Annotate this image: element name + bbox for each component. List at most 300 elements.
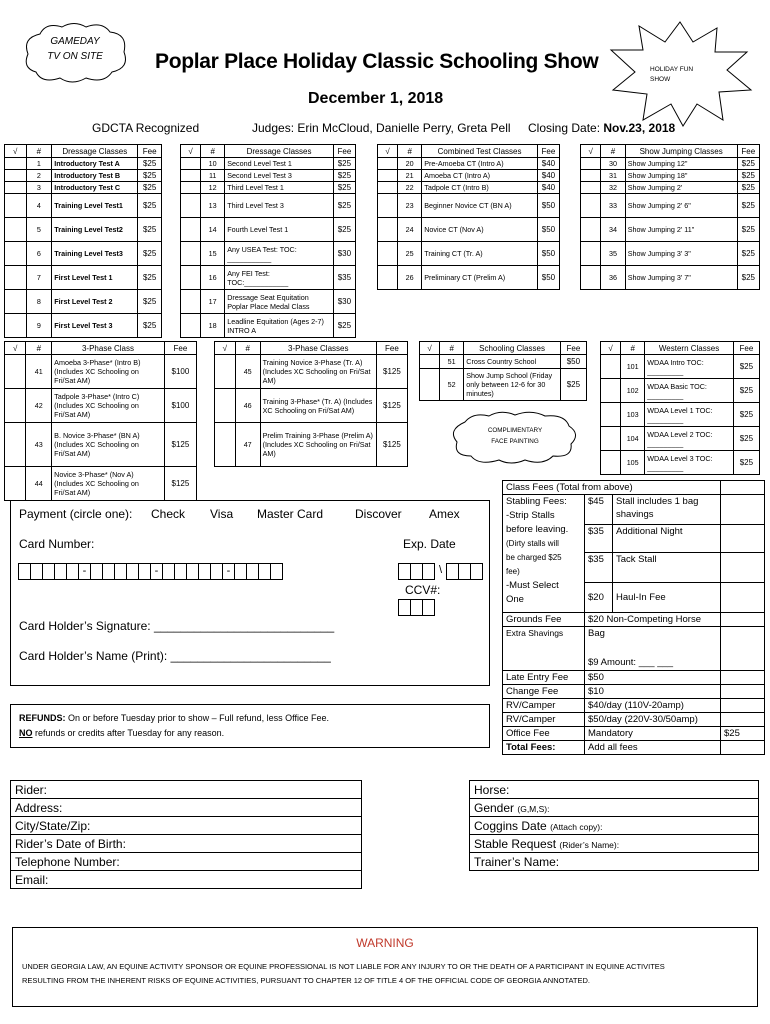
class-number: 11 xyxy=(201,170,225,182)
class-fee: $100 xyxy=(164,389,196,423)
table-row xyxy=(5,182,162,194)
class-name: Show Jumping 12" xyxy=(625,158,737,170)
rv-tot-1[interactable] xyxy=(721,699,765,713)
class-name: Third Level Test 3 xyxy=(225,194,334,218)
grounds-val: $20 Non-Competing Horse xyxy=(585,613,721,627)
class-name: Show Jumping 18" xyxy=(625,170,737,182)
class-number: 4 xyxy=(26,194,52,218)
class-fee: $25 xyxy=(138,182,162,194)
face-line1: COMPLIMENTARY xyxy=(487,427,543,434)
checkbox-cell[interactable] xyxy=(181,182,201,194)
class-number: 41 xyxy=(26,355,52,389)
class-name: Third Level Test 1 xyxy=(225,182,334,194)
haul-desc: Haul-In Fee xyxy=(613,583,721,613)
table-row xyxy=(5,355,197,389)
class-name: Introductory Test A xyxy=(52,158,138,170)
class-number: 51 xyxy=(440,355,464,369)
class-fee: $35 xyxy=(333,266,355,290)
gender-field[interactable] xyxy=(470,799,759,817)
exp-box[interactable] xyxy=(470,563,483,580)
class-name: WDAA Intro TOC: _________ xyxy=(645,355,734,379)
refunds-label: REFUNDS: xyxy=(19,713,66,723)
rider-field[interactable]: Rider: xyxy=(11,781,362,799)
combined-test-table xyxy=(377,144,560,290)
table-row xyxy=(378,218,560,242)
method-visa[interactable]: Visa xyxy=(210,507,234,521)
table-row xyxy=(581,158,760,170)
class-fee: $25 xyxy=(737,182,759,194)
class-fee: $25 xyxy=(138,242,162,266)
city-field[interactable]: City/State/Zip: xyxy=(11,817,362,835)
table-row xyxy=(5,194,162,218)
class-name: Any USEA Test: TOC: ___________ xyxy=(225,242,334,266)
grounds-label: Grounds Fee xyxy=(503,613,585,627)
class-name: WDAA Level 3 TOC: _________ xyxy=(645,451,734,475)
table-row xyxy=(181,290,356,314)
stabling-line: -Must Select xyxy=(506,580,559,591)
page-title: Poplar Place Holiday Classic Schooling Show xyxy=(155,50,599,73)
office-fee-tot: $25 xyxy=(721,727,765,741)
class-number: 45 xyxy=(235,355,260,389)
horse-field[interactable]: Horse: xyxy=(470,781,759,799)
class-number: 9 xyxy=(26,314,52,338)
col-title: Schooling Classes xyxy=(464,342,561,355)
face-painting-text xyxy=(470,425,560,447)
total-fees-cell[interactable] xyxy=(721,741,765,755)
change-fee-label: Change Fee xyxy=(503,685,585,699)
checkbox-cell[interactable] xyxy=(215,423,236,467)
class-fee: $125 xyxy=(376,389,407,423)
coggins-label: Coggins Date xyxy=(474,818,547,833)
class-fee: $125 xyxy=(376,355,407,389)
table-row xyxy=(5,218,162,242)
class-fee: $25 xyxy=(333,182,355,194)
stabling-info xyxy=(503,495,585,613)
class-name: Introductory Test C xyxy=(52,182,138,194)
change-fee-val: $10 xyxy=(585,685,721,699)
class-number: 15 xyxy=(201,242,225,266)
phone-field[interactable]: Telephone Number: xyxy=(11,853,362,871)
ccv-boxes[interactable] xyxy=(399,599,435,616)
class-number: 103 xyxy=(621,403,645,427)
col-title: Western Classes xyxy=(645,342,734,355)
table-row xyxy=(181,182,356,194)
table-row xyxy=(5,170,162,182)
class-number: 44 xyxy=(26,467,52,501)
checkbox-cell[interactable] xyxy=(601,379,621,403)
class-name: Training Novice 3-Phase (Tr. A) (Includes XC Schooling on Fri/Sat AM) xyxy=(260,355,376,389)
email-field[interactable]: Email: xyxy=(11,871,362,889)
address-field[interactable]: Address: xyxy=(11,799,362,817)
class-number: 42 xyxy=(26,389,52,423)
class-number: 26 xyxy=(398,266,422,290)
class-name: Any FEI Test: TOC:___________ xyxy=(225,266,334,290)
face-line2: FACE PAINTING xyxy=(491,438,539,445)
table-row xyxy=(5,242,162,266)
recognized-label: GDCTA Recognized xyxy=(92,121,200,135)
class-name: Tadpole CT (Intro B) xyxy=(422,182,538,194)
separator: - xyxy=(78,563,91,580)
class-fee: $50 xyxy=(537,242,559,266)
class-name: Training Level Test1 xyxy=(52,194,138,218)
class-number: 14 xyxy=(201,218,225,242)
class-number: 102 xyxy=(621,379,645,403)
checkbox-cell[interactable] xyxy=(181,314,201,338)
class-name: WDAA Level 1 TOC: _________ xyxy=(645,403,734,427)
class-number: 43 xyxy=(26,423,52,467)
gameday-line1: GAMEDAY xyxy=(50,36,100,47)
checkbox-cell[interactable] xyxy=(378,170,398,182)
late-entry-val: $50 xyxy=(585,671,721,685)
checkbox-cell[interactable] xyxy=(581,182,601,194)
trainer-field[interactable]: Trainer’s Name: xyxy=(470,853,759,871)
class-name: Novice 3-Phase* (Nov A) (Includes XC Schooling on Fri/Sat AM) xyxy=(52,467,165,501)
night-price: $35 xyxy=(585,525,613,553)
class-fee: $25 xyxy=(733,403,759,427)
checkbox-cell[interactable] xyxy=(215,355,236,389)
checkbox-cell[interactable] xyxy=(5,218,27,242)
class-name: Show Jump School (Friday only between 12-6 for 30 minutes) xyxy=(464,369,561,401)
table-row xyxy=(601,427,760,451)
class-fee: $25 xyxy=(733,379,759,403)
table-row xyxy=(5,389,197,423)
table-row xyxy=(181,170,356,182)
col-check: √ xyxy=(378,145,398,158)
checkbox-cell[interactable] xyxy=(601,451,621,475)
table-row xyxy=(581,194,760,218)
gender-label: Gender xyxy=(474,800,515,815)
stable-field[interactable] xyxy=(470,835,759,853)
checkbox-cell[interactable] xyxy=(378,242,398,266)
stabling-line: be charged $25 xyxy=(506,553,562,562)
fee-total-cell[interactable] xyxy=(721,583,765,613)
class-name: B. Novice 3-Phase* (BN A) (Includes XC Schooling on Fri/Sat AM) xyxy=(52,423,165,467)
checkbox-cell[interactable] xyxy=(378,266,398,290)
class-fee: $50 xyxy=(537,194,559,218)
checkbox-cell[interactable] xyxy=(601,427,621,451)
col-number: # xyxy=(621,342,645,355)
starburst-text xyxy=(650,65,693,85)
col-check: √ xyxy=(181,145,201,158)
checkbox-cell[interactable] xyxy=(5,467,26,501)
checkbox-cell[interactable] xyxy=(181,266,201,290)
class-number: 2 xyxy=(26,170,52,182)
warning-text xyxy=(13,960,757,988)
table-row xyxy=(215,355,408,389)
class-fee: $25 xyxy=(733,427,759,451)
ccv-label: CCV#: xyxy=(405,583,441,597)
class-name: Dressage Seat Equitation Poplar Place Medal Class xyxy=(225,290,334,314)
checkbox-cell[interactable] xyxy=(5,194,27,218)
class-number: 13 xyxy=(201,194,225,218)
separator: - xyxy=(222,563,235,580)
checkbox-cell[interactable] xyxy=(5,389,26,423)
checkbox-cell[interactable] xyxy=(581,266,601,290)
schooling-table xyxy=(419,341,587,401)
class-name: Training Level Test2 xyxy=(52,218,138,242)
exp-slash: \ xyxy=(438,564,443,576)
checkbox-cell[interactable] xyxy=(581,158,601,170)
table-row xyxy=(601,403,760,427)
class-name: First Level Test 3 xyxy=(52,314,138,338)
class-name: Second Level Test 1 xyxy=(225,158,334,170)
table-row xyxy=(378,194,560,218)
table-row xyxy=(581,218,760,242)
dressage-table-1 xyxy=(4,144,162,338)
warning-line1: UNDER GEORGIA LAW, AN EQUINE ACTIVITY SPONSOR OR EQUINE PROFESSIONAL IS NOT LIABLE FOR ANY INJURY TO OR THE DEATH OF A PARTICIPANT IN EQUINE ACTIVITES xyxy=(22,962,665,971)
method-mastercard[interactable]: Master Card xyxy=(257,507,324,521)
checkbox-cell[interactable] xyxy=(378,182,398,194)
class-name: Amoeba CT (Intro A) xyxy=(422,170,538,182)
col-fee: Fee xyxy=(376,342,407,355)
stabling-line: fee) xyxy=(506,567,520,576)
class-number: 104 xyxy=(621,427,645,451)
class-fee: $25 xyxy=(138,158,162,170)
closing-date-value: Nov.23, 2018 xyxy=(603,121,676,135)
payment-box xyxy=(10,500,490,686)
class-number: 18 xyxy=(201,314,225,338)
method-amex[interactable]: Amex xyxy=(429,507,460,521)
checkbox-cell[interactable] xyxy=(5,290,27,314)
class-name: Novice CT (Nov A) xyxy=(422,218,538,242)
checkbox-cell[interactable] xyxy=(5,355,26,389)
checkbox-cell[interactable] xyxy=(5,314,27,338)
table-row xyxy=(378,266,560,290)
class-fee: $25 xyxy=(138,290,162,314)
checkbox-cell[interactable] xyxy=(5,158,27,170)
checkbox-cell[interactable] xyxy=(581,242,601,266)
fee-total-cell[interactable] xyxy=(721,495,765,525)
shavings-val: Bag xyxy=(588,628,605,639)
checkbox-cell[interactable] xyxy=(181,290,201,314)
three-phase-table-2 xyxy=(214,341,408,467)
warning-title: WARNING xyxy=(356,936,414,950)
show-date: December 1, 2018 xyxy=(308,90,444,107)
stabling-line: -Strip Stalls xyxy=(506,510,555,521)
table-row xyxy=(5,314,162,338)
checkbox-cell[interactable] xyxy=(420,369,440,401)
col-check: √ xyxy=(5,145,27,158)
class-number: 8 xyxy=(26,290,52,314)
col-title: 3-Phase Class xyxy=(52,342,165,355)
checkbox-cell[interactable] xyxy=(601,355,621,379)
class-number: 34 xyxy=(601,218,625,242)
class-number: 5 xyxy=(26,218,52,242)
table-row xyxy=(378,182,560,194)
table-row xyxy=(378,170,560,182)
class-number: 25 xyxy=(398,242,422,266)
checkbox-cell[interactable] xyxy=(181,170,201,182)
class-number: 7 xyxy=(26,266,52,290)
col-check: √ xyxy=(420,342,440,355)
fees-table xyxy=(502,480,765,755)
class-name: Preliminary CT (Prelim A) xyxy=(422,266,538,290)
checkbox-cell[interactable] xyxy=(181,218,201,242)
col-title: 3-Phase Classes xyxy=(260,342,376,355)
col-fee: Fee xyxy=(733,342,759,355)
class-fee: $25 xyxy=(333,218,355,242)
class-number: 105 xyxy=(621,451,645,475)
stall-desc: Stall includes 1 bag shavings xyxy=(613,495,721,525)
class-fee: $40 xyxy=(537,158,559,170)
dob-field[interactable]: Rider’s Date of Birth: xyxy=(11,835,362,853)
class-name: WDAA Level 2 TOC: _________ xyxy=(645,427,734,451)
closing-date xyxy=(528,121,675,135)
class-number: 52 xyxy=(440,369,464,401)
fee-total-cell[interactable] xyxy=(721,525,765,553)
class-name: Introductory Test B xyxy=(52,170,138,182)
table-row xyxy=(5,423,197,467)
class-name: Tadpole 3-Phase* (Intro C) (Includes XC Schooling on Fri/Sat AM) xyxy=(52,389,165,423)
stabling-line: before leaving. xyxy=(506,524,569,535)
change-fee-tot[interactable] xyxy=(721,685,765,699)
class-fee: $50 xyxy=(537,266,559,290)
class-number: 35 xyxy=(601,242,625,266)
class-fee: $25 xyxy=(138,266,162,290)
late-entry-tot[interactable] xyxy=(721,671,765,685)
col-number: # xyxy=(26,342,52,355)
checkbox-cell[interactable] xyxy=(181,158,201,170)
col-number: # xyxy=(398,145,422,158)
checkbox-cell[interactable] xyxy=(181,242,201,266)
class-fee: $25 xyxy=(737,194,759,218)
checkbox-cell[interactable] xyxy=(581,194,601,218)
table-row xyxy=(378,158,560,170)
digit-box[interactable] xyxy=(270,563,283,580)
col-check: √ xyxy=(581,145,601,158)
gameday-line2: TV ON SITE xyxy=(47,51,103,62)
rv-label-2: RV/Camper xyxy=(503,713,585,727)
table-row xyxy=(5,158,162,170)
table-row xyxy=(181,218,356,242)
office-fee-val: Mandatory xyxy=(585,727,721,741)
rv-label-1: RV/Camper xyxy=(503,699,585,713)
night-desc: Additional Night xyxy=(613,525,721,553)
table-row xyxy=(601,451,760,475)
checkbox-cell[interactable] xyxy=(5,266,27,290)
class-number: 24 xyxy=(398,218,422,242)
class-fee: $125 xyxy=(164,467,196,501)
rv-tot-2[interactable] xyxy=(721,713,765,727)
table-row xyxy=(181,158,356,170)
stabling-line: (Dirty stalls will xyxy=(506,539,559,548)
class-fee: $25 xyxy=(333,194,355,218)
starburst-line2: SHOW xyxy=(650,76,671,83)
method-check[interactable]: Check xyxy=(151,507,186,521)
checkbox-cell[interactable] xyxy=(5,182,27,194)
refunds-box xyxy=(10,704,490,748)
rider-info-table xyxy=(10,780,362,889)
class-fee: $25 xyxy=(737,170,759,182)
col-check: √ xyxy=(601,342,621,355)
card-number-label: Card Number: xyxy=(19,537,95,551)
class-number: 6 xyxy=(26,242,52,266)
exp-date-label: Exp. Date xyxy=(403,537,456,551)
class-fee: $40 xyxy=(537,170,559,182)
gender-hint: (G,M,S): xyxy=(517,803,550,814)
col-fee: Fee xyxy=(737,145,759,158)
class-name: Beginner Novice CT (BN A) xyxy=(422,194,538,218)
col-number: # xyxy=(235,342,260,355)
checkbox-cell[interactable] xyxy=(581,218,601,242)
class-number: 33 xyxy=(601,194,625,218)
starburst-line1: HOLIDAY FUN xyxy=(650,66,694,73)
checkbox-cell[interactable] xyxy=(601,403,621,427)
table-row xyxy=(181,242,356,266)
stable-label: Stable Request xyxy=(474,836,557,851)
checkbox-cell[interactable] xyxy=(378,158,398,170)
card-number-boxes[interactable] xyxy=(19,563,283,580)
coggins-field[interactable] xyxy=(470,817,759,835)
show-jumping-table xyxy=(580,144,760,290)
signature-line[interactable]: Card Holder’s Signature: ___________________________ xyxy=(19,619,335,633)
ccv-box[interactable] xyxy=(422,599,435,616)
fee-total-cell[interactable] xyxy=(721,613,765,627)
col-number: # xyxy=(440,342,464,355)
table-row xyxy=(181,266,356,290)
fee-total-cell[interactable] xyxy=(721,627,765,671)
fee-total-cell[interactable] xyxy=(721,553,765,583)
class-fee: $25 xyxy=(737,158,759,170)
class-fee: $30 xyxy=(333,290,355,314)
col-fee: Fee xyxy=(560,342,586,355)
checkbox-cell[interactable] xyxy=(215,389,236,423)
name-print-line[interactable]: Card Holder’s Name (Print): ________________________ xyxy=(19,649,331,663)
checkbox-cell[interactable] xyxy=(5,170,27,182)
class-number: 3 xyxy=(26,182,52,194)
class-name: Show Jumping 2' xyxy=(625,182,737,194)
checkbox-cell[interactable] xyxy=(181,194,201,218)
class-name: Training 3-Phase* (Tr. A) (Includes XC Schooling on Fri/Sat AM) xyxy=(260,389,376,423)
rv-val-2: $50/day (220V-30/50amp) xyxy=(585,713,721,727)
class-fee: $50 xyxy=(560,355,586,369)
class-fee: $25 xyxy=(737,218,759,242)
checkbox-cell[interactable] xyxy=(581,170,601,182)
col-number: # xyxy=(201,145,225,158)
checkbox-cell[interactable] xyxy=(5,423,26,467)
three-phase-table-1 xyxy=(4,341,197,501)
checkbox-cell[interactable] xyxy=(420,355,440,369)
class-name: Pre-Amoeba CT (Intro A) xyxy=(422,158,538,170)
method-discover[interactable]: Discover xyxy=(355,507,402,521)
table-row xyxy=(420,355,587,369)
table-row xyxy=(601,355,760,379)
class-number: 31 xyxy=(601,170,625,182)
class-name: Show Jumping 2' 6" xyxy=(625,194,737,218)
col-fee: Fee xyxy=(333,145,355,158)
shavings-label: Extra Shavings xyxy=(503,627,585,671)
class-fee: $25 xyxy=(733,451,759,475)
class-fee: $125 xyxy=(164,423,196,467)
judges-label: Judges: Erin McCloud, Danielle Perry, Greta Pell xyxy=(252,121,511,135)
checkbox-cell[interactable] xyxy=(378,194,398,218)
checkbox-cell[interactable] xyxy=(5,242,27,266)
class-number: 36 xyxy=(601,266,625,290)
exp-date-boxes[interactable] xyxy=(399,563,483,580)
fee-total-cell[interactable] xyxy=(721,481,765,495)
class-number: 12 xyxy=(201,182,225,194)
checkbox-cell[interactable] xyxy=(378,218,398,242)
total-fees-label: Total Fees: xyxy=(503,741,585,755)
class-number: 46 xyxy=(235,389,260,423)
col-check: √ xyxy=(215,342,236,355)
class-number: 47 xyxy=(235,423,260,467)
shavings-cell xyxy=(585,627,721,671)
class-number: 23 xyxy=(398,194,422,218)
class-name: First Level Test 1 xyxy=(52,266,138,290)
class-fee: $25 xyxy=(333,314,355,338)
class-name: Show Jumping 3' 3" xyxy=(625,242,737,266)
